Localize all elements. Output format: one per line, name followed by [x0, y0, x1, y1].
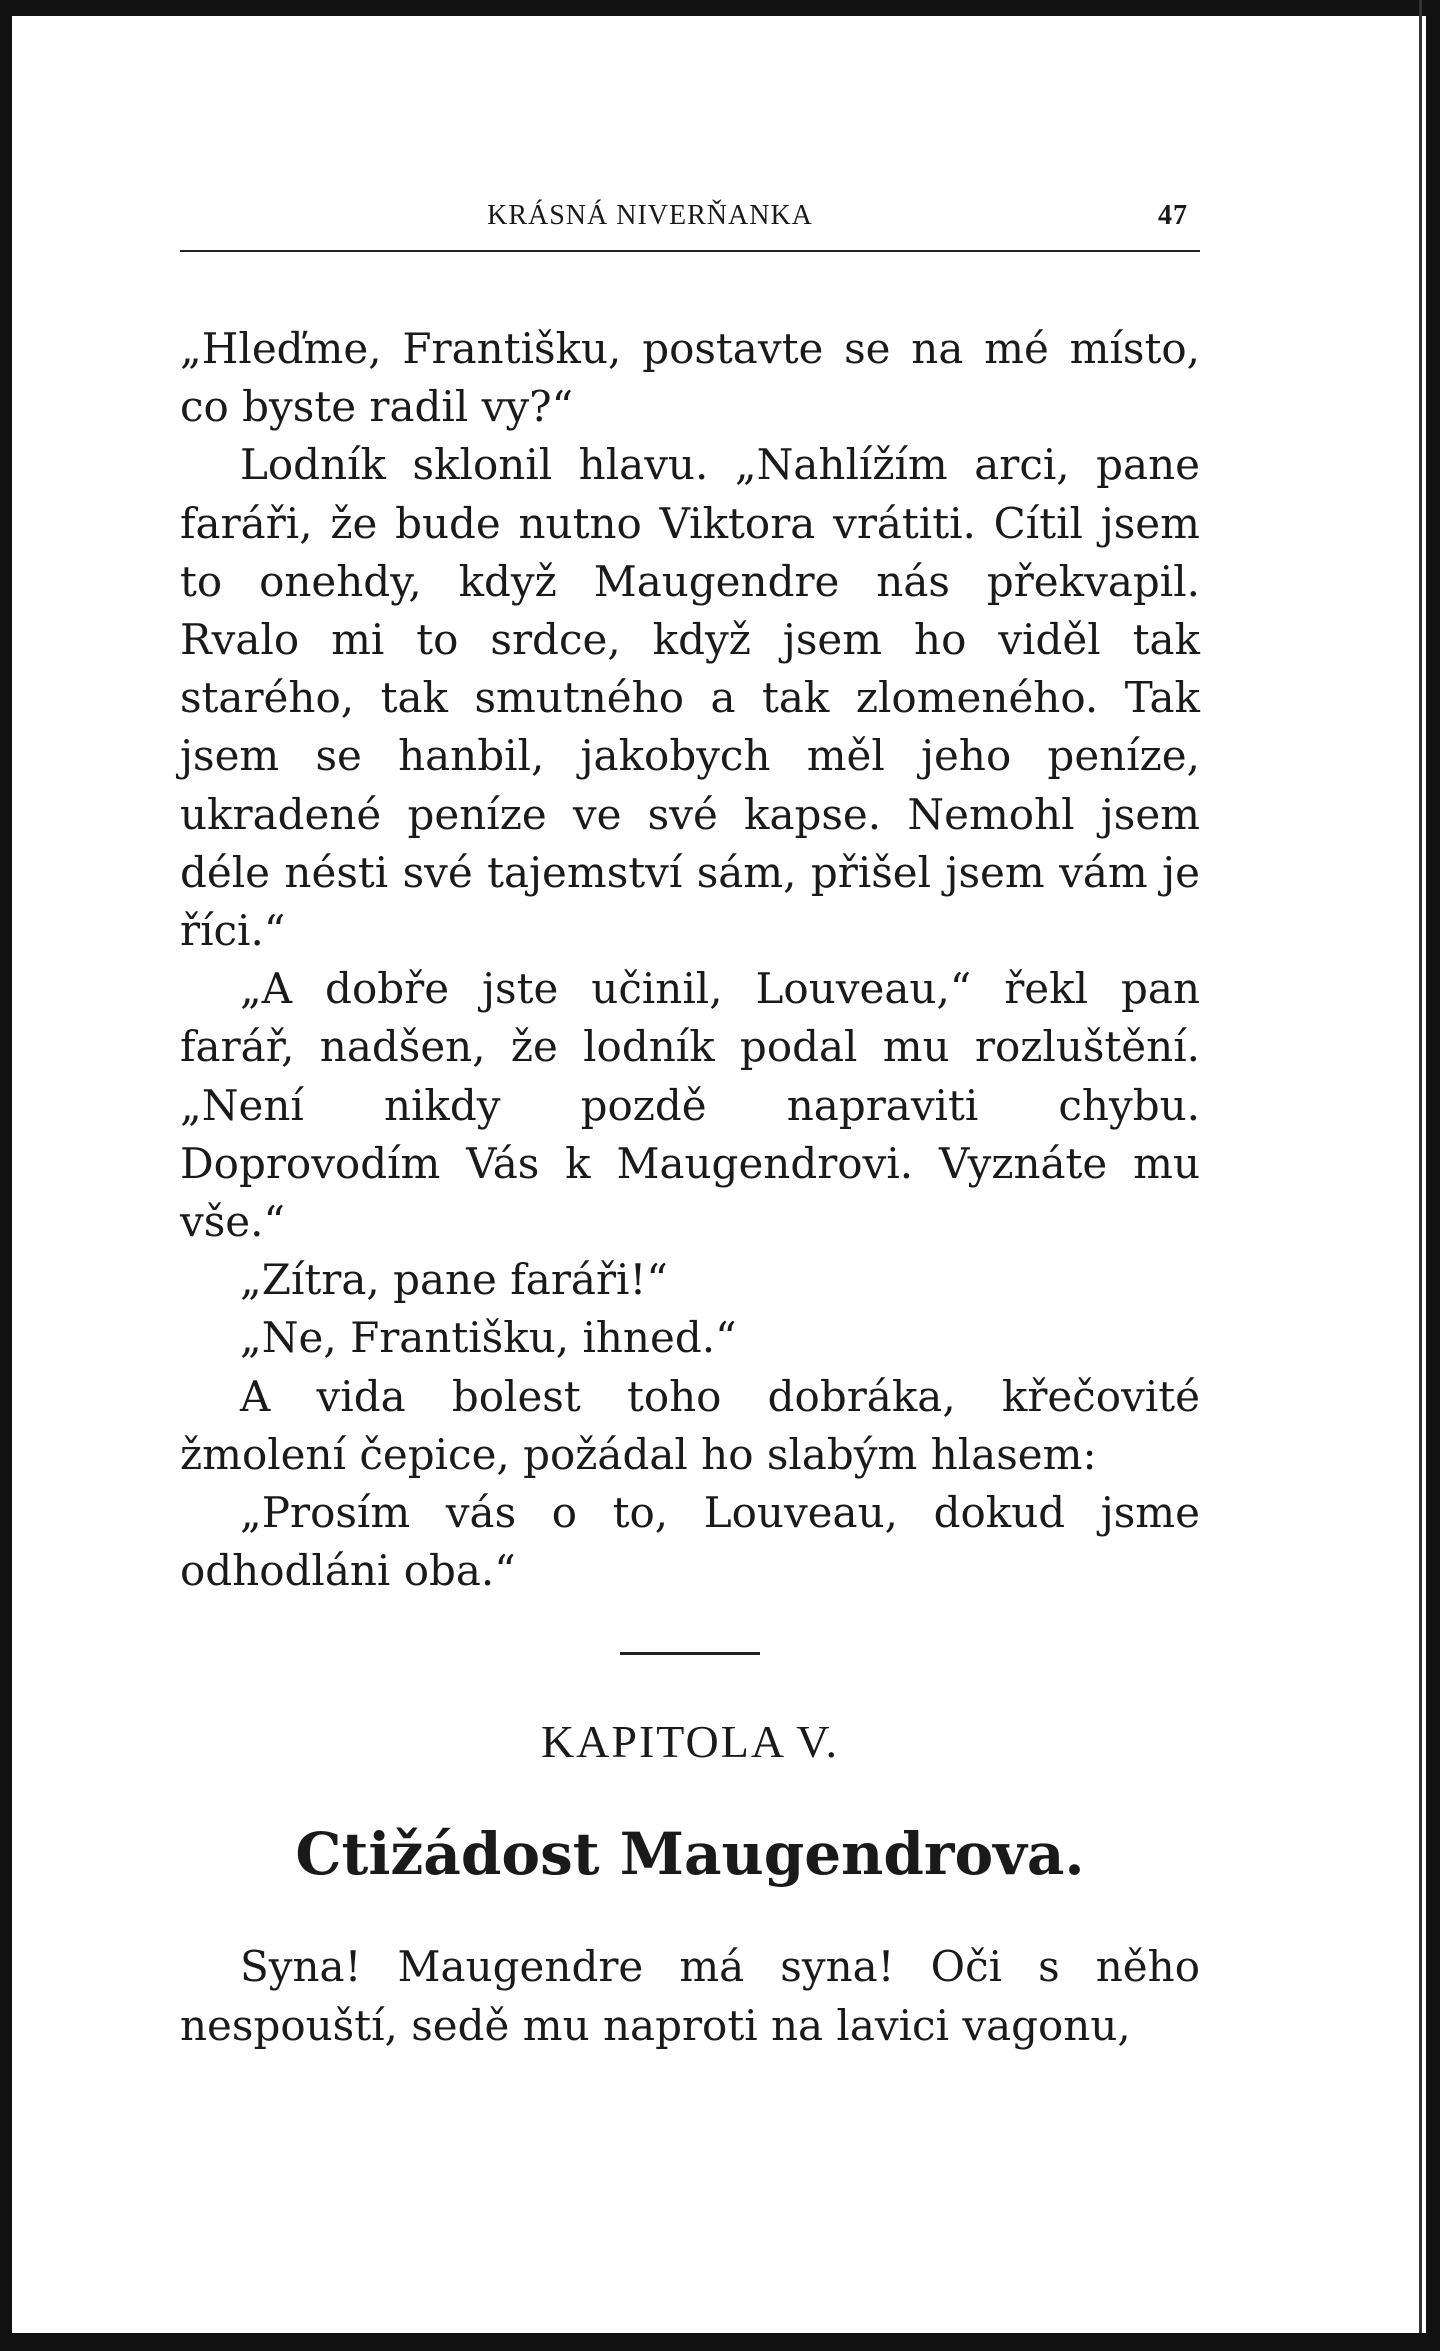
paragraph: Syna! Maugendre má syna! Oči s něho nespouští, sedě mu naproti na lavici vagonu, [180, 1942, 1200, 2050]
scan-edge-bottom [0, 2333, 1440, 2351]
book-page [180, 190, 1200, 2055]
scan-edge-top [0, 0, 1440, 16]
paragraph: „A dobře jste učinil, Louveau,“ řekl pan farář, nadšen, že lodník podal mu rozluštění. „Není nikdy pozdě napraviti chybu. Doprovodím Vás k Maugendrovi. Vyznáte mu vše.“ [180, 964, 1200, 1247]
paragraph: A vida bolest toho dobráka, křečovité žmolení čepice, požádal ho slabým hlasem: [180, 1371, 1200, 1479]
page-number: 47 [1158, 200, 1188, 231]
chapter-body-text [180, 1938, 1200, 2054]
scan-edge-right-inner [1419, 0, 1422, 2351]
paragraph: „Ne, Františku, ihned.“ [240, 1313, 737, 1363]
paragraph: „Prosím vás o to, Louveau, dokud jsme odhodláni oba.“ [180, 1488, 1200, 1596]
scan-edge-left [0, 0, 12, 2351]
header-rule [180, 250, 1200, 252]
running-head [180, 190, 1200, 246]
section-divider [620, 1652, 760, 1655]
paragraph: „Hleďme, Františku, postavte se na mé místo, co byste radil vy?“ [180, 324, 1200, 432]
scan-edge-right [1426, 0, 1440, 2351]
body-text [180, 320, 1200, 1600]
paragraph: „Zítra, pane faráři!“ [240, 1255, 668, 1305]
running-title: KRÁSNÁ NIVERŇANKA [487, 200, 813, 231]
paragraph: Lodník sklonil hlavu. „Nahlížím arci, pane faráři, že bude nutno Viktora vrátiti. Cítil jsem to onehdy, když Maugendre nás překvapil. Rvalo mi to srdce, když jsem ho viděl tak starého, tak smutného a tak zlomeného. Tak jsem se hanbil, jakobych měl jeho peníze, ukradené peníze ve své kapse. Nemohl jsem déle nésti své tajemství sám, přišel jsem vám je říci.“ [180, 440, 1200, 956]
chapter-title: Ctižádost Maugendrova. [295, 1820, 1085, 1889]
chapter-number: KAPITOLA V. [540, 1716, 840, 1768]
